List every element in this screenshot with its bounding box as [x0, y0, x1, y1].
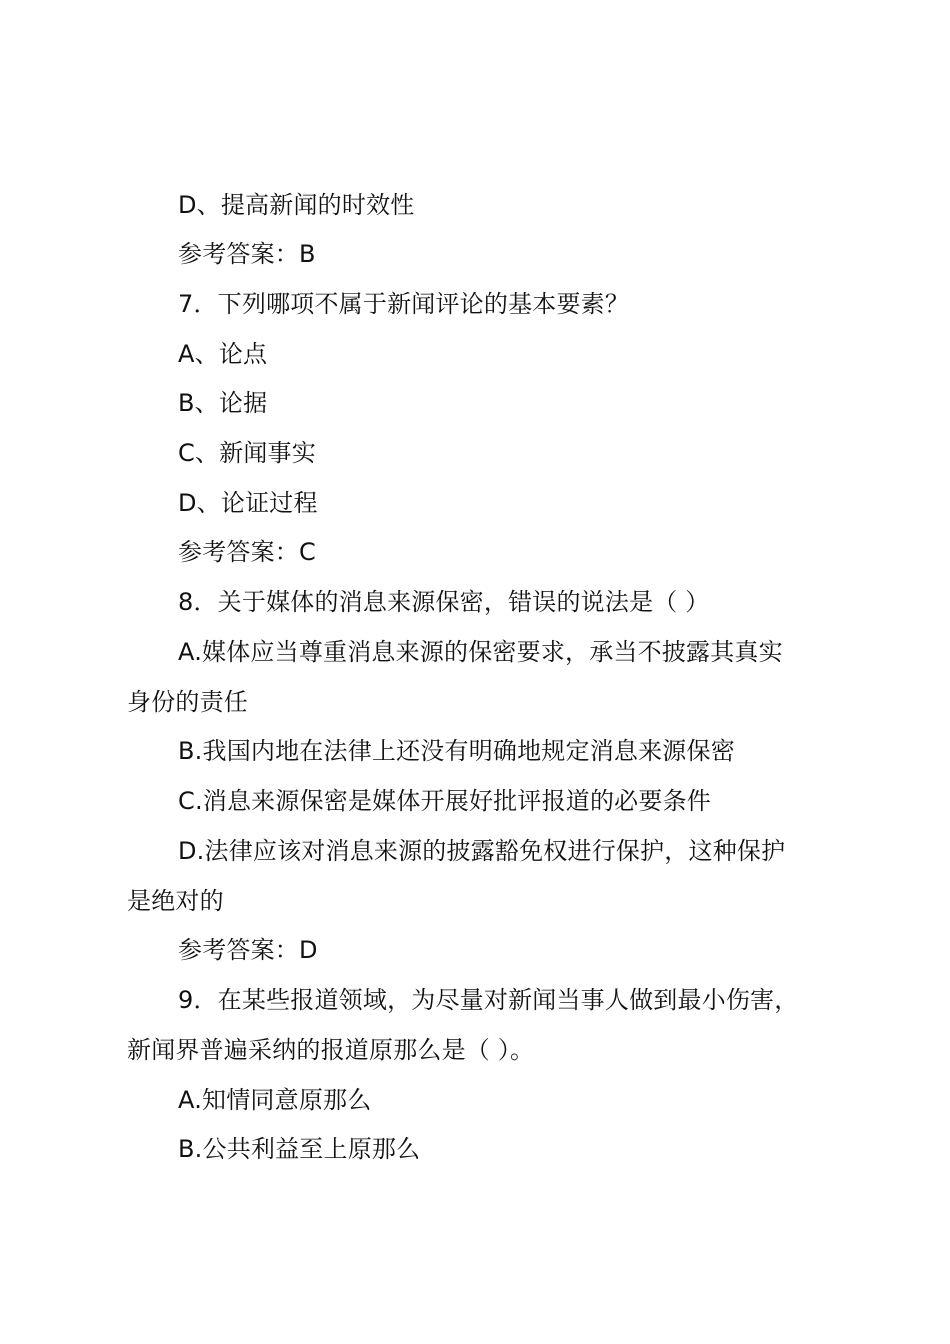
q6-answer: 参考答案：B — [178, 240, 316, 268]
q7-option-b: B、论据 — [178, 389, 268, 417]
q9-question-line2: 新闻界普遍采纳的报道原那么是（ ）。 — [127, 1036, 535, 1064]
q9-question-line1: 9．在某些报道领域，为尽量对新闻当事人做到最小伤害， — [178, 986, 799, 1014]
q8-option-c: C.消息来源保密是媒体开展好批评报道的必要条件 — [178, 787, 711, 815]
q7-option-c: C、新闻事实 — [178, 439, 316, 467]
q8-option-b: B.我国内地在法律上还没有明确地规定消息来源保密 — [178, 737, 735, 765]
q6-option-d: D、提高新闻的时效性 — [178, 191, 415, 219]
q9-option-a: A.知情同意原那么 — [178, 1086, 372, 1114]
q8-question: 8．关于媒体的消息来源保密，错误的说法是（ ） — [178, 588, 710, 616]
q7-option-d: D、论证过程 — [178, 489, 318, 517]
q7-option-a: A、论点 — [178, 340, 268, 368]
q7-answer: 参考答案：C — [178, 538, 316, 566]
q8-option-d-line2: 是绝对的 — [127, 887, 224, 915]
q7-question: 7．下列哪项不属于新闻评论的基本要素？ — [178, 290, 630, 318]
q8-answer: 参考答案：D — [178, 936, 318, 964]
q9-option-b: B.公共利益至上原那么 — [178, 1135, 421, 1163]
q8-option-d-line1: D.法律应该对消息来源的披露豁免权进行保护，这种保护 — [178, 837, 786, 865]
q8-option-a-line2: 身份的责任 — [127, 688, 248, 716]
q8-option-a-line1: A.媒体应当尊重消息来源的保密要求，承当不披露其真实 — [178, 638, 783, 666]
